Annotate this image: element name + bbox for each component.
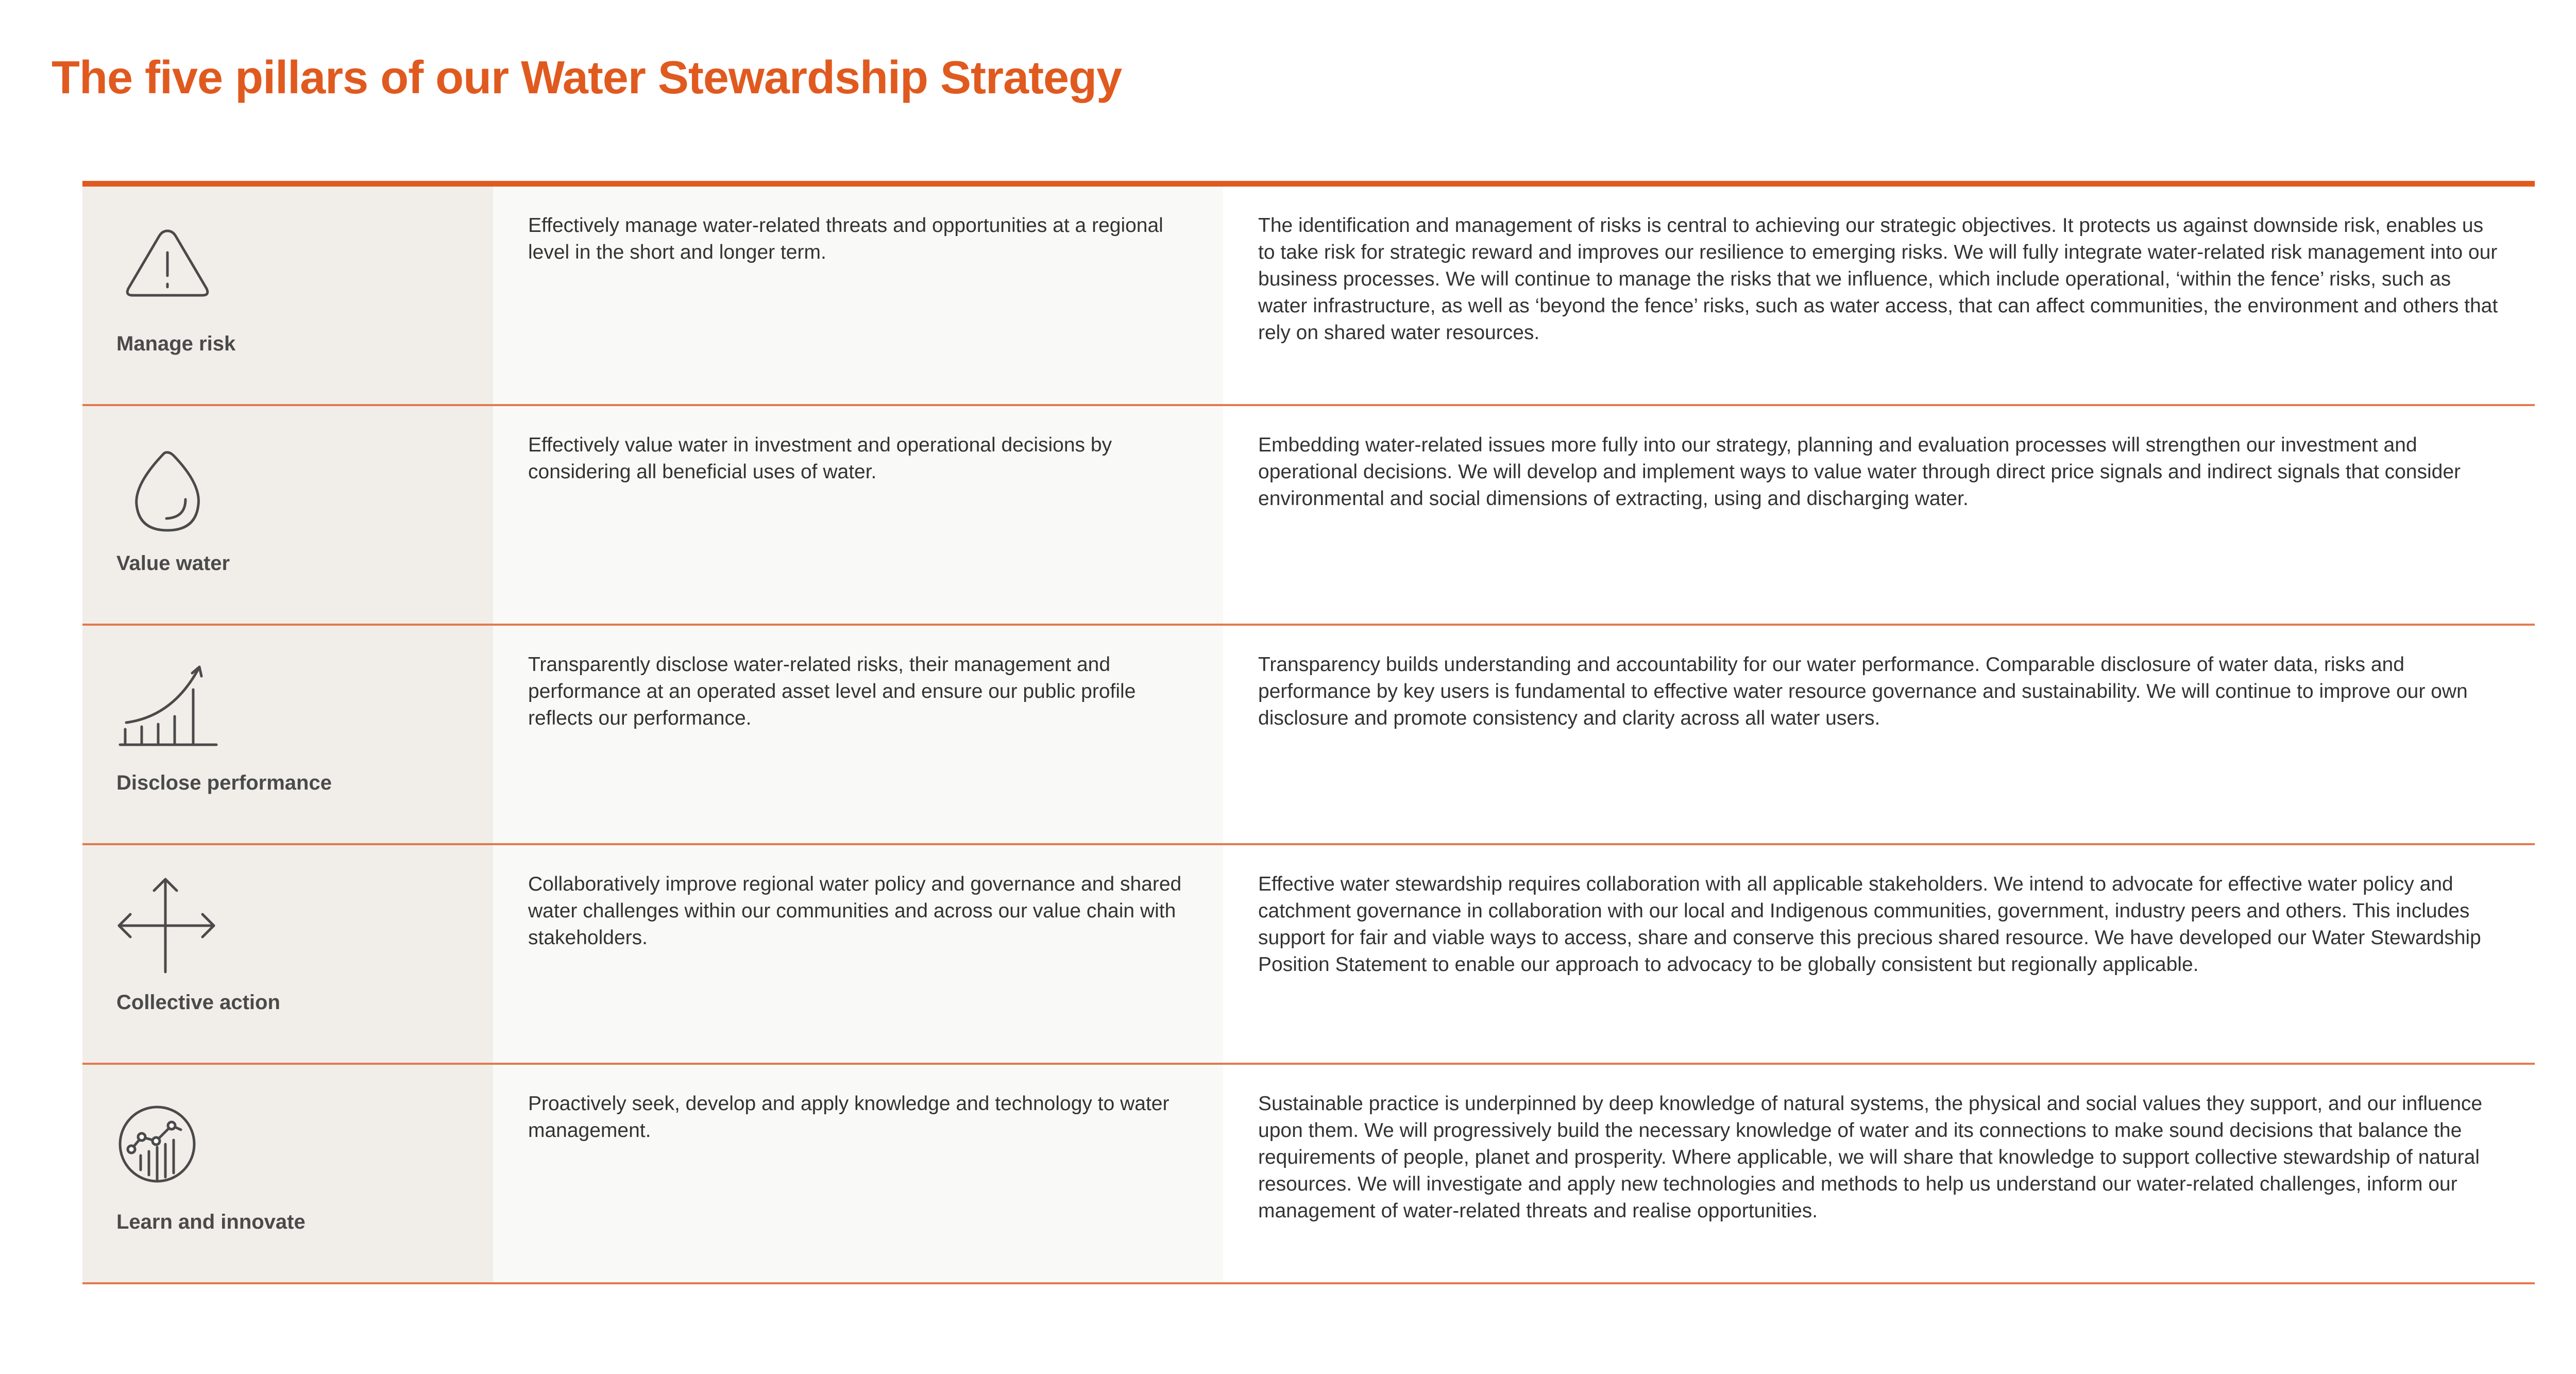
pillar-objective-cell [493,1065,1223,1282]
pillar-label: Manage risk [116,332,236,355]
growth-chart-icon [116,655,219,758]
pillar-cell [82,845,493,1063]
pillar-detail: The identification and management of risks is central to achieving our strategic objectives. It protects us against downside risk, enables us to take risk for strategic reward and improves our resilience to emerging risks. We will fully integrate water-related risk management into our business processes. We will continue to manage the risks that we influence, which include operational, ‘within the fence’ risks, such as water infrastructure, as well as ‘beyond the fence’ risks, such as water access, that can affect communities, the environment and others that rely on shared water resources. [1258,214,2498,344]
pillar-detail: Embedding water-related issues more fully into our strategy, planning and evaluation processes will strengthen our investment and operational decisions. We will develop and implement ways to value water through direct price signals and indirect signals that consider environmental and social dimensions of extracting, using and discharging water. [1258,434,2461,510]
page-title: The five pillars of our Water Stewardship Strategy [52,52,1122,104]
pillar-cell [82,1065,493,1282]
pillar-cell [82,406,493,624]
pillar-objective: Collaboratively improve regional water policy and governance and shared water challenges within our communities and across our value chain with stakeholders. [528,873,1182,949]
pillar-cell [82,187,493,404]
pillar-row-disclose-performance [82,626,2535,845]
pillar-label: Learn and innovate [116,1211,306,1233]
pillar-objective-cell [493,406,1223,624]
pillar-detail-cell [1223,845,2535,1063]
pillar-detail-cell [1223,1065,2535,1282]
pillar-objective: Proactively seek, develop and apply knowledge and technology to water management. [528,1093,1170,1142]
pillar-label: Collective action [116,991,280,1014]
pillar-objective: Transparently disclose water-related risks, their management and performance at an operated asset level and ensure our public profile reflects our performance. [528,654,1136,729]
pillar-detail: Transparency builds understanding and accountability for our water performance. Comparable disclosure of water data, risks and performance by key users is fundamental to effective water resource governance and sustainability. We will continue to improve our own disclosure and promote consistency and clarity across all water users. [1258,654,2468,729]
pillar-objective-cell [493,626,1223,843]
pillar-detail: Effective water stewardship requires collaboration with all applicable stakeholders. We intend to advocate for effective water policy and catchment governance in collaboration with our local and Indigenous communities, government, industry peers and others. This includes support for fair and viable ways to access, share and conserve this precious shared resource. We have developed our Water Stewardship Position Statement to enable our approach to advocacy to be globally consistent but regionally applicable. [1258,873,2481,976]
warning-triangle-icon [116,215,219,319]
pillar-cell [82,626,493,843]
water-drop-icon [116,435,219,538]
pillar-objective-cell [493,845,1223,1063]
pillar-detail-cell [1223,187,2535,404]
pillar-objective: Effectively manage water-related threats and opportunities at a regional level in the short and longer term. [528,214,1163,263]
pillar-row-manage-risk [82,187,2535,406]
pillar-detail-cell [1223,626,2535,843]
pillar-row-value-water [82,406,2535,626]
pillars-table [82,181,2535,1284]
data-circle-icon [116,1094,219,1197]
pillar-objective: Effectively value water in investment and operational decisions by considering all beneficial uses of water. [528,434,1112,483]
pillar-row-learn-and-innovate [82,1065,2535,1284]
pillar-detail: Sustainable practice is underpinned by deep knowledge of natural systems, the physical and social values they support, and our influence upon them. We will progressively build the necessary knowledge of water and its connections to make sound decisions that balance the requirements of people, planet and prosperity. Where applicable, we will share that knowledge to support collective stewardship of natural resources. We will investigate and apply new technologies and methods to help us understand our water-related challenges, inform our management of water-related threats and realise opportunities. [1258,1093,2483,1222]
four-way-arrows-icon [116,874,219,977]
pillar-objective-cell [493,187,1223,404]
pillar-label: Value water [116,552,230,575]
pillar-row-collective-action [82,845,2535,1065]
pillar-label: Disclose performance [116,772,332,794]
pillar-detail-cell [1223,406,2535,624]
